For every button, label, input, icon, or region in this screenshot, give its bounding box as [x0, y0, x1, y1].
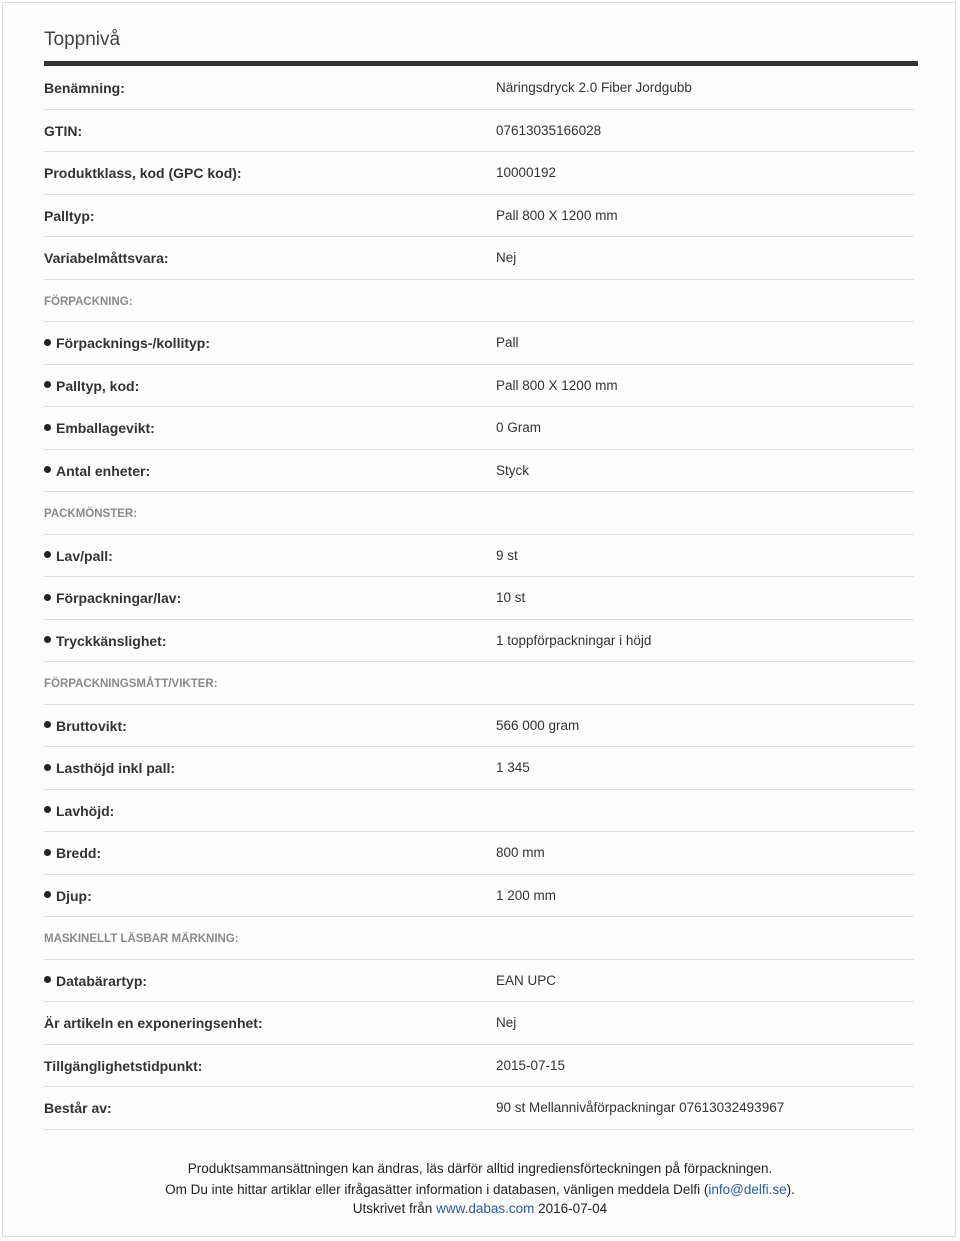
label-text: MASKINELLT LÄSBAR MÄRKNING: — [44, 933, 239, 945]
attribute-row — [44, 1002, 914, 1045]
attribute-row — [44, 450, 914, 493]
dabas-link[interactable]: www.dabas.com — [436, 1201, 535, 1216]
attribute-value: 10000192 — [496, 165, 557, 180]
label-text: Palltyp: — [44, 207, 95, 224]
footer-printed-date: 2016-07-04 — [534, 1201, 608, 1216]
label-text: Lasthöjd inkl pall: — [56, 760, 176, 776]
attribute-value: 07613035166028 — [496, 122, 602, 138]
attribute-row — [44, 1087, 914, 1130]
attribute-label — [44, 208, 95, 224]
section-header — [44, 280, 914, 323]
label-text: GTIN: — [44, 122, 83, 139]
label-text: Variabelmåttsvara: — [44, 250, 169, 266]
attribute-row — [44, 322, 914, 365]
label-text: Palltyp, kod: — [56, 377, 140, 394]
attribute-label — [44, 973, 147, 989]
bullet-icon — [44, 551, 51, 558]
attribute-value: 2015-07-15 — [496, 1057, 566, 1073]
attribute-label — [44, 803, 114, 819]
attribute-row — [44, 875, 914, 918]
attribute-value: 10 st — [496, 590, 526, 605]
attribute-value: Pall 800 X 1200 mm — [496, 207, 618, 223]
footer-contact — [3, 1182, 957, 1197]
attribute-row — [44, 620, 914, 663]
attribute-label — [44, 80, 125, 96]
bullet-icon — [44, 764, 51, 771]
section-title — [44, 508, 137, 520]
attribute-label — [44, 718, 127, 734]
attribute-row — [44, 832, 914, 875]
bullet-icon — [44, 806, 51, 813]
attribute-table — [44, 67, 914, 1130]
attribute-row — [44, 110, 914, 153]
section-title — [44, 678, 218, 690]
attribute-row — [44, 1045, 914, 1088]
label-text: Bruttovikt: — [56, 717, 127, 734]
section-title — [44, 296, 133, 308]
attribute-label — [44, 1100, 112, 1116]
footer-contact-end: ). — [786, 1182, 795, 1197]
attribute-label — [44, 548, 113, 564]
attribute-row — [44, 747, 914, 790]
bullet-icon — [44, 891, 51, 898]
attribute-value: Nej — [496, 1015, 517, 1030]
label-text: Lavhöjd: — [56, 802, 115, 819]
attribute-row — [44, 535, 914, 578]
attribute-label — [44, 250, 169, 266]
attribute-label — [44, 1058, 202, 1074]
attribute-value: Näringsdryck 2.0 Fiber Jordgubb — [496, 80, 692, 95]
label-text: Är artikeln en exponeringsenhet: — [44, 1015, 263, 1031]
attribute-value: EAN UPC — [496, 972, 557, 988]
document-page — [2, 2, 956, 1237]
attribute-label — [44, 633, 167, 649]
footer-printed — [3, 1201, 957, 1216]
bullet-icon — [44, 381, 51, 388]
label-text: Produktklass, kod (GPC kod): — [44, 165, 242, 181]
label-text: Består av: — [44, 1100, 112, 1116]
label-text: Förpackningar/lav: — [56, 590, 182, 606]
label-text: Tryckkänslighet: — [56, 632, 167, 649]
attribute-value: 9 st — [496, 547, 518, 563]
attribute-label — [44, 590, 181, 606]
attribute-label — [44, 760, 175, 776]
bullet-icon — [44, 594, 51, 601]
bullet-icon — [44, 339, 51, 346]
attribute-label — [44, 420, 155, 436]
label-text: Lav/pall: — [56, 547, 113, 564]
bullet-icon — [44, 721, 51, 728]
attribute-value: 566 000 gram — [496, 717, 580, 733]
section-title — [44, 933, 239, 945]
label-text: Antal enheter: — [56, 462, 151, 479]
footer-contact-text: Om Du inte hittar artiklar eller ifrågasätter information i databasen, vänligen meddela Delfi ( — [165, 1182, 709, 1197]
label-text: FÖRPACKNINGSMÅTT/VIKTER: — [44, 678, 218, 690]
label-text: Databärartyp: — [56, 972, 148, 989]
bullet-icon — [44, 636, 51, 643]
attribute-row — [44, 67, 914, 110]
attribute-row — [44, 577, 914, 620]
attribute-value: Pall — [496, 335, 519, 350]
bullet-icon — [44, 976, 51, 983]
attribute-value: 90 st Mellannivåförpackningar 07613032493967 — [496, 1100, 785, 1115]
attribute-row — [44, 705, 914, 748]
section-header — [44, 492, 914, 535]
attribute-label — [44, 123, 82, 139]
page-title: Toppnivå — [44, 29, 121, 50]
attribute-row — [44, 407, 914, 450]
label-text: Bredd: — [56, 845, 102, 861]
attribute-label — [44, 1015, 263, 1031]
attribute-label — [44, 888, 92, 904]
attribute-value: 800 mm — [496, 845, 545, 860]
attribute-label — [44, 845, 101, 861]
label-text: FÖRPACKNING: — [44, 295, 133, 308]
attribute-label — [44, 463, 150, 479]
section-header — [44, 917, 914, 960]
label-text: Tillgänglighetstidpunkt: — [44, 1057, 203, 1074]
label-text: Förpacknings-/kollityp: — [56, 335, 211, 351]
bullet-icon — [44, 466, 51, 473]
attribute-value: 0 Gram — [496, 420, 542, 435]
footer-printed-text: Utskrivet från — [352, 1201, 437, 1216]
footer-disclaimer: Produktsammansättningen kan ändras, läs därför alltid ingrediensförteckningen på förpackningen. — [187, 1161, 773, 1176]
attribute-row — [44, 365, 914, 408]
attribute-value: 1 345 — [496, 760, 530, 775]
attribute-row — [44, 790, 914, 833]
bullet-icon — [44, 424, 51, 431]
attribute-value: 1 200 mm — [496, 887, 557, 903]
label-text: PACKMÖNSTER: — [44, 508, 138, 520]
attribute-row — [44, 960, 914, 1003]
attribute-row — [44, 152, 914, 195]
attribute-value: Styck — [496, 462, 530, 478]
attribute-value: Pall 800 X 1200 mm — [496, 377, 618, 393]
attribute-value: Nej — [496, 250, 517, 265]
header-divider — [44, 61, 918, 66]
label-text: Benämning: — [44, 80, 125, 96]
attribute-label — [44, 165, 242, 181]
attribute-label — [44, 378, 139, 394]
attribute-label — [44, 335, 210, 351]
email-link[interactable]: info@delfi.se — [708, 1182, 787, 1197]
bullet-icon — [44, 849, 51, 856]
attribute-value: 1 toppförpackningar i höjd — [496, 632, 652, 648]
label-text: Emballagevikt: — [56, 420, 155, 436]
attribute-row — [44, 195, 914, 238]
label-text: Djup: — [56, 887, 92, 904]
section-header — [44, 662, 914, 705]
attribute-row — [44, 237, 914, 280]
